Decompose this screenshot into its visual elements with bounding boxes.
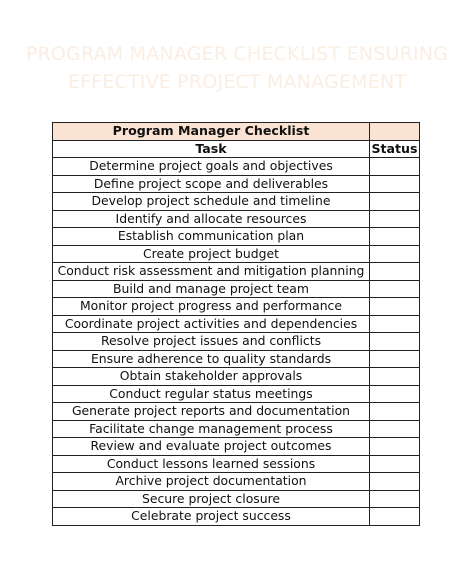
status-cell[interactable] xyxy=(370,420,420,438)
table-row xyxy=(53,210,420,228)
table-row xyxy=(53,193,420,211)
task-cell: Obtain stakeholder approvals xyxy=(53,368,370,386)
status-cell[interactable] xyxy=(370,350,420,368)
status-cell[interactable] xyxy=(370,263,420,281)
table-title-blank-cell xyxy=(370,123,420,141)
table-row xyxy=(53,350,420,368)
status-cell[interactable] xyxy=(370,333,420,351)
status-cell[interactable] xyxy=(370,490,420,508)
status-cell[interactable] xyxy=(370,403,420,421)
task-cell: Identify and allocate resources xyxy=(53,210,370,228)
table-row xyxy=(53,455,420,473)
task-cell: Conduct lessons learned sessions xyxy=(53,455,370,473)
status-cell[interactable] xyxy=(370,368,420,386)
table-row xyxy=(53,420,420,438)
table-row xyxy=(53,385,420,403)
table-row xyxy=(53,228,420,246)
task-cell: Establish communication plan xyxy=(53,228,370,246)
status-cell[interactable] xyxy=(370,158,420,176)
task-cell: Monitor project progress and performance xyxy=(53,298,370,316)
task-cell: Conduct risk assessment and mitigation planning xyxy=(53,263,370,281)
task-cell: Create project budget xyxy=(53,245,370,263)
status-cell[interactable] xyxy=(370,315,420,333)
checklist-table-body xyxy=(53,123,420,526)
status-cell[interactable] xyxy=(370,245,420,263)
table-title-row xyxy=(53,123,420,141)
task-cell: Resolve project issues and conflicts xyxy=(53,333,370,351)
status-cell[interactable] xyxy=(370,175,420,193)
table-row xyxy=(53,315,420,333)
table-header-row xyxy=(53,140,420,158)
task-cell: Coordinate project activities and dependencies xyxy=(53,315,370,333)
page-title xyxy=(0,40,474,96)
table-row xyxy=(53,368,420,386)
checklist-table xyxy=(52,122,420,526)
table-row xyxy=(53,473,420,491)
task-cell: Build and manage project team xyxy=(53,280,370,298)
table-row xyxy=(53,490,420,508)
task-cell: Celebrate project success xyxy=(53,508,370,526)
table-row xyxy=(53,245,420,263)
table-row xyxy=(53,158,420,176)
table-row xyxy=(53,333,420,351)
status-cell[interactable] xyxy=(370,508,420,526)
column-header-status: Status xyxy=(371,140,418,156)
status-cell[interactable] xyxy=(370,210,420,228)
task-cell: Determine project goals and objectives xyxy=(53,158,370,176)
task-cell: Define project scope and deliverables xyxy=(53,175,370,193)
status-cell[interactable] xyxy=(370,473,420,491)
task-cell: Archive project documentation xyxy=(53,473,370,491)
table-row xyxy=(53,298,420,316)
task-cell: Generate project reports and documentation xyxy=(53,403,370,421)
table-row xyxy=(53,175,420,193)
task-cell: Review and evaluate project outcomes xyxy=(53,438,370,456)
page-title-line-1: PROGRAM MANAGER CHECKLIST ENSURING xyxy=(25,43,449,65)
status-cell[interactable] xyxy=(370,455,420,473)
table-title: Program Manager Checklist xyxy=(53,123,370,141)
task-cell: Conduct regular status meetings xyxy=(53,385,370,403)
table-row xyxy=(53,263,420,281)
status-cell[interactable] xyxy=(370,298,420,316)
status-cell[interactable] xyxy=(370,438,420,456)
task-cell: Develop project schedule and timeline xyxy=(53,193,370,211)
status-cell[interactable] xyxy=(370,385,420,403)
column-header-task: Task xyxy=(53,140,370,158)
status-cell[interactable] xyxy=(370,193,420,211)
task-cell: Ensure adherence to quality standards xyxy=(53,350,370,368)
table-row xyxy=(53,508,420,526)
task-cell: Secure project closure xyxy=(53,490,370,508)
status-cell[interactable] xyxy=(370,280,420,298)
table-row xyxy=(53,280,420,298)
table-row xyxy=(53,438,420,456)
status-cell[interactable] xyxy=(370,228,420,246)
page-title-line-2: EFFECTIVE PROJECT MANAGEMENT xyxy=(67,71,407,93)
task-cell: Facilitate change management process xyxy=(53,420,370,438)
table-row xyxy=(53,403,420,421)
